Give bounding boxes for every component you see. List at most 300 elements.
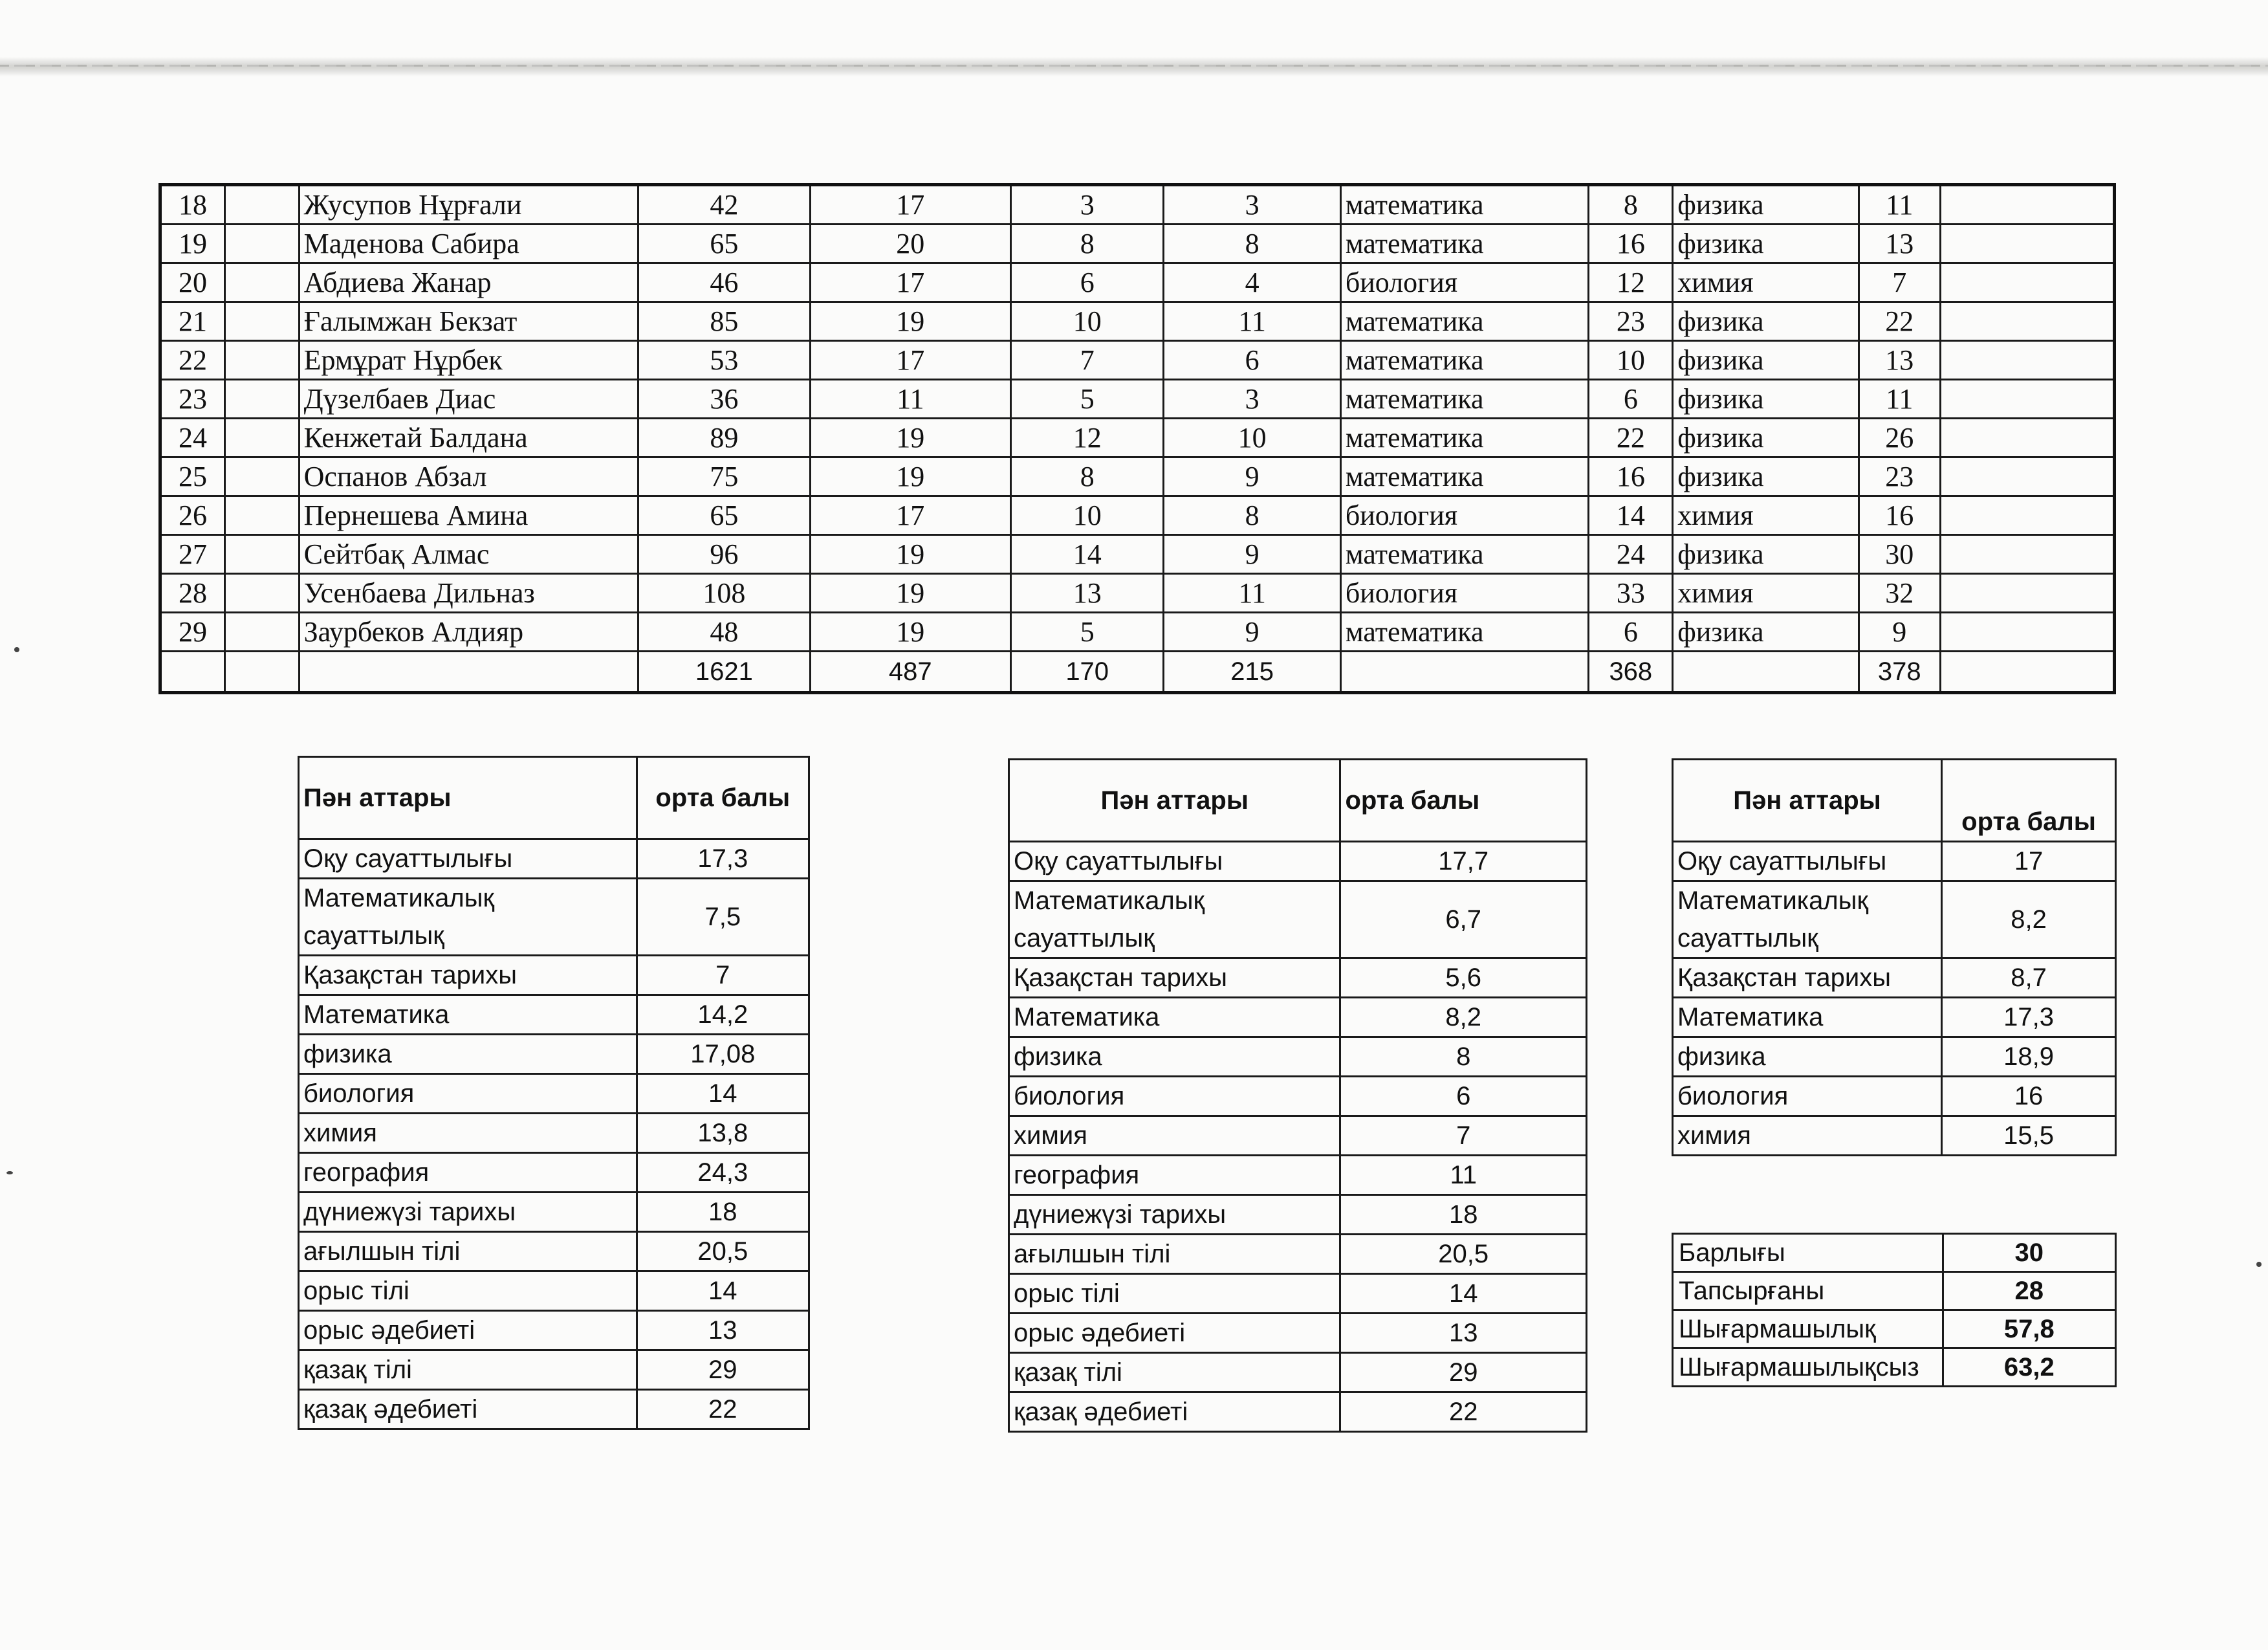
empty-cell	[1340, 652, 1589, 693]
empty-cell	[1940, 652, 2114, 693]
elective-1-sum: 368	[1589, 652, 1673, 693]
elective-score-1: 12	[1589, 263, 1673, 302]
totals-row	[160, 652, 2115, 693]
empty-cell	[1940, 613, 2114, 652]
elective-subject-1: математика	[1340, 185, 1589, 225]
subject-name: география	[299, 1153, 637, 1193]
col-1-sum: 487	[810, 652, 1010, 693]
subject-name: дүниежүзі тарихы	[1009, 1195, 1340, 1235]
score-col-1: 17	[810, 263, 1010, 302]
score-col-3: 9	[1164, 535, 1340, 574]
table-row	[1673, 1234, 2116, 1272]
row-number: 20	[160, 263, 225, 302]
score-col-1: 19	[810, 419, 1010, 457]
average-score: 20,5	[1340, 1235, 1587, 1274]
empty-cell	[1940, 419, 2114, 457]
elective-score-1: 10	[1589, 341, 1673, 380]
table-row	[1673, 958, 2116, 998]
score-col-2: 10	[1010, 302, 1164, 341]
elective-subject-1: математика	[1340, 613, 1589, 652]
elective-score-1: 16	[1589, 225, 1673, 263]
average-score: 8	[1340, 1037, 1587, 1077]
row-number: 26	[160, 496, 225, 535]
row-number: 29	[160, 613, 225, 652]
subject-name: Математикалық сауаттылық	[1009, 881, 1340, 958]
subject-name: ағылшын тілі	[1009, 1235, 1340, 1274]
summary-label: Шығармашылық	[1673, 1310, 1943, 1348]
table-row	[160, 574, 2115, 613]
student-name: Усенбаева Дильназ	[299, 574, 638, 613]
scan-speck	[6, 1171, 13, 1174]
table-row	[1673, 1116, 2116, 1156]
row-number: 19	[160, 225, 225, 263]
empty-cell	[1940, 263, 2114, 302]
total-score: 36	[638, 380, 811, 419]
elective-subject-2: физика	[1673, 341, 1859, 380]
table-row	[299, 1311, 809, 1350]
scan-artifact-band	[0, 57, 2268, 76]
total-score: 75	[638, 457, 811, 496]
summary-value: 57,8	[1943, 1310, 2115, 1348]
average-score: 16	[1942, 1077, 2116, 1116]
table-row	[299, 1232, 809, 1271]
table-row	[299, 1390, 809, 1429]
score-col-1: 17	[810, 341, 1010, 380]
row-number: 25	[160, 457, 225, 496]
table-row	[1009, 998, 1587, 1037]
subject-header: Пән аттары	[299, 757, 637, 839]
elective-score-2: 9	[1859, 613, 1940, 652]
table-row	[299, 995, 809, 1035]
subject-name: физика	[1009, 1037, 1340, 1077]
elective-subject-2: физика	[1673, 380, 1859, 419]
elective-score-1: 24	[1589, 535, 1673, 574]
score-col-3: 9	[1164, 457, 1340, 496]
empty-cell	[299, 652, 638, 693]
table-row	[1009, 1195, 1587, 1235]
score-header: орта балы	[637, 757, 809, 839]
score-col-1: 17	[810, 185, 1010, 225]
average-score: 18,9	[1942, 1037, 2116, 1077]
summary-value: 28	[1943, 1272, 2115, 1310]
row-number: 23	[160, 380, 225, 419]
subject-name: қазақ тілі	[1009, 1353, 1340, 1392]
average-score: 8,7	[1942, 958, 2116, 998]
average-score: 29	[1340, 1353, 1587, 1392]
table-row	[160, 225, 2115, 263]
table-row	[1673, 1348, 2116, 1387]
score-col-1: 19	[810, 613, 1010, 652]
subject-name: ағылшын тілі	[299, 1232, 637, 1271]
elective-subject-2: физика	[1673, 535, 1859, 574]
summary-label: Тапсырғаны	[1673, 1272, 1943, 1310]
score-col-1: 17	[810, 496, 1010, 535]
elective-subject-1: биология	[1340, 574, 1589, 613]
table-header-row	[299, 757, 809, 839]
elective-subject-1: математика	[1340, 225, 1589, 263]
elective-subject-2: физика	[1673, 419, 1859, 457]
subject-name: орыс әдебиеті	[299, 1311, 637, 1350]
subject-header: Пән аттары	[1009, 760, 1340, 842]
elective-subject-1: математика	[1340, 535, 1589, 574]
elective-subject-1: математика	[1340, 419, 1589, 457]
average-score: 13,8	[637, 1114, 809, 1153]
average-score: 5,6	[1340, 958, 1587, 998]
table-row	[160, 263, 2115, 302]
empty-cell	[224, 457, 299, 496]
elective-score-2: 22	[1859, 302, 1940, 341]
student-name: Маденова Сабира	[299, 225, 638, 263]
score-col-2: 10	[1010, 496, 1164, 535]
summary-value: 63,2	[1943, 1348, 2115, 1387]
empty-cell	[224, 185, 299, 225]
total-score: 53	[638, 341, 811, 380]
subject-name: химия	[299, 1114, 637, 1153]
empty-cell	[224, 380, 299, 419]
average-score: 29	[637, 1350, 809, 1390]
score-col-1: 11	[810, 380, 1010, 419]
empty-cell	[1940, 341, 2114, 380]
subject-name: география	[1009, 1156, 1340, 1195]
empty-cell	[224, 341, 299, 380]
summary-value: 30	[1943, 1234, 2115, 1272]
subject-name: қазақ әдебиеті	[1009, 1392, 1340, 1432]
total-score: 96	[638, 535, 811, 574]
subject-name: Оқу сауаттылығы	[1009, 842, 1340, 881]
subject-name: Математика	[1673, 998, 1942, 1037]
row-number: 28	[160, 574, 225, 613]
elective-subject-2: физика	[1673, 613, 1859, 652]
table-row	[299, 1074, 809, 1114]
subject-name: орыс тілі	[299, 1271, 637, 1311]
student-name: Оспанов Абзал	[299, 457, 638, 496]
student-name: Заурбеков Алдияр	[299, 613, 638, 652]
score-col-3: 8	[1164, 496, 1340, 535]
table-row	[160, 613, 2115, 652]
average-score: 24,3	[637, 1153, 809, 1193]
average-score: 13	[1340, 1314, 1587, 1353]
elective-score-1: 6	[1589, 613, 1673, 652]
scan-speck	[2256, 1262, 2262, 1267]
average-score: 15,5	[1942, 1116, 2116, 1156]
subject-name: химия	[1673, 1116, 1942, 1156]
empty-cell	[224, 574, 299, 613]
table-row	[1673, 1077, 2116, 1116]
student-name: Дүзелбаев Диас	[299, 380, 638, 419]
empty-cell	[1940, 380, 2114, 419]
empty-cell	[1940, 496, 2114, 535]
table-row	[1009, 1037, 1587, 1077]
elective-subject-2: физика	[1673, 457, 1859, 496]
score-col-1: 19	[810, 457, 1010, 496]
average-score: 14	[1340, 1274, 1587, 1314]
average-score: 17,3	[1942, 998, 2116, 1037]
table-row	[1009, 881, 1587, 958]
table-row	[1009, 842, 1587, 881]
row-number: 18	[160, 185, 225, 225]
elective-subject-2: физика	[1673, 185, 1859, 225]
average-score: 18	[1340, 1195, 1587, 1235]
table-header-row	[1009, 760, 1587, 842]
table-row	[1673, 1310, 2116, 1348]
total-score: 108	[638, 574, 811, 613]
total-score: 85	[638, 302, 811, 341]
average-score: 8,2	[1942, 881, 2116, 958]
row-number: 27	[160, 535, 225, 574]
score-col-2: 14	[1010, 535, 1164, 574]
elective-subject-2: химия	[1673, 574, 1859, 613]
student-results-table	[158, 183, 2116, 694]
elective-score-2: 11	[1859, 380, 1940, 419]
average-score: 17	[1942, 842, 2116, 881]
table-row	[299, 956, 809, 995]
table-row	[299, 1193, 809, 1232]
elective-score-1: 6	[1589, 380, 1673, 419]
subject-name: биология	[299, 1074, 637, 1114]
subject-name: химия	[1009, 1116, 1340, 1156]
elective-subject-1: математика	[1340, 302, 1589, 341]
average-score: 7	[637, 956, 809, 995]
score-header: орта балы	[1942, 760, 2116, 842]
score-col-3: 11	[1164, 302, 1340, 341]
elective-score-1: 22	[1589, 419, 1673, 457]
subject-name: Математика	[299, 995, 637, 1035]
student-name: Ермұрат Нұрбек	[299, 341, 638, 380]
score-col-2: 8	[1010, 225, 1164, 263]
elective-subject-1: математика	[1340, 457, 1589, 496]
table-row	[1009, 1116, 1587, 1156]
score-col-2: 12	[1010, 419, 1164, 457]
elective-score-1: 8	[1589, 185, 1673, 225]
score-col-2: 6	[1010, 263, 1164, 302]
student-name: Абдиева Жанар	[299, 263, 638, 302]
score-col-2: 13	[1010, 574, 1164, 613]
subject-name: дүниежүзі тарихы	[299, 1193, 637, 1232]
table-row	[160, 535, 2115, 574]
table-row	[299, 1350, 809, 1390]
score-col-3: 4	[1164, 263, 1340, 302]
student-name: Жусупов Нұрғали	[299, 185, 638, 225]
scan-speck	[14, 647, 19, 652]
table-row	[1009, 1274, 1587, 1314]
elective-score-2: 13	[1859, 341, 1940, 380]
table-row	[1673, 1037, 2116, 1077]
subject-name: қазақ әдебиеті	[299, 1390, 637, 1429]
empty-cell	[1940, 225, 2114, 263]
table-row	[160, 457, 2115, 496]
student-name: Пернешева Амина	[299, 496, 638, 535]
elective-subject-1: математика	[1340, 380, 1589, 419]
student-name: Ғалымжан Бекзат	[299, 302, 638, 341]
average-score: 13	[637, 1311, 809, 1350]
elective-score-1: 23	[1589, 302, 1673, 341]
subject-name: физика	[1673, 1037, 1942, 1077]
score-header: орта балы	[1340, 760, 1587, 842]
average-score: 14	[637, 1271, 809, 1311]
elective-score-2: 26	[1859, 419, 1940, 457]
summary-label: Шығармашылықсыз	[1673, 1348, 1943, 1387]
table-row	[1009, 958, 1587, 998]
table-row	[160, 185, 2115, 225]
empty-cell	[224, 225, 299, 263]
subject-name: Қазақстан тарихы	[299, 956, 637, 995]
table-row	[299, 1035, 809, 1074]
subject-name: Математикалық сауаттылық	[1673, 881, 1942, 958]
score-col-2: 5	[1010, 613, 1164, 652]
score-col-1: 19	[810, 535, 1010, 574]
average-score: 11	[1340, 1156, 1587, 1195]
row-number: 22	[160, 341, 225, 380]
subject-name: орыс тілі	[1009, 1274, 1340, 1314]
table-row	[1009, 1077, 1587, 1116]
col-2-sum: 170	[1010, 652, 1164, 693]
subject-name: орыс әдебиеті	[1009, 1314, 1340, 1353]
average-score: 8,2	[1340, 998, 1587, 1037]
table-row	[160, 302, 2115, 341]
average-score: 17,3	[637, 839, 809, 879]
total-sum: 1621	[638, 652, 811, 693]
empty-cell	[1673, 652, 1859, 693]
score-col-3: 10	[1164, 419, 1340, 457]
table-row	[160, 380, 2115, 419]
score-col-1: 20	[810, 225, 1010, 263]
total-score: 65	[638, 496, 811, 535]
subject-header: Пән аттары	[1673, 760, 1942, 842]
subject-name: Математика	[1009, 998, 1340, 1037]
table-row	[299, 1271, 809, 1311]
total-score: 89	[638, 419, 811, 457]
empty-cell	[224, 419, 299, 457]
subject-name: Оқу сауаттылығы	[299, 839, 637, 879]
score-col-3: 3	[1164, 185, 1340, 225]
score-col-1: 19	[810, 574, 1010, 613]
table-row	[1009, 1353, 1587, 1392]
elective-score-2: 13	[1859, 225, 1940, 263]
average-score: 7	[1340, 1116, 1587, 1156]
elective-score-2: 23	[1859, 457, 1940, 496]
table-row	[299, 1114, 809, 1153]
average-score: 22	[637, 1390, 809, 1429]
empty-cell	[224, 652, 299, 693]
empty-cell	[1940, 457, 2114, 496]
empty-cell	[224, 263, 299, 302]
average-score: 22	[1340, 1392, 1587, 1432]
elective-2-sum: 378	[1859, 652, 1940, 693]
average-score: 17,08	[637, 1035, 809, 1074]
subject-average-table-2	[1008, 758, 1587, 1433]
subject-name: Қазақстан тарихы	[1009, 958, 1340, 998]
row-number: 21	[160, 302, 225, 341]
average-score: 20,5	[637, 1232, 809, 1271]
table-row	[160, 341, 2115, 380]
elective-subject-2: химия	[1673, 496, 1859, 535]
elective-score-2: 30	[1859, 535, 1940, 574]
table-row	[299, 839, 809, 879]
subject-name: Қазақстан тарихы	[1673, 958, 1942, 998]
average-score: 18	[637, 1193, 809, 1232]
average-score: 6,7	[1340, 881, 1587, 958]
col-3-sum: 215	[1164, 652, 1340, 693]
table-row	[1009, 1156, 1587, 1195]
average-score: 7,5	[637, 879, 809, 956]
elective-score-2: 16	[1859, 496, 1940, 535]
score-col-3: 8	[1164, 225, 1340, 263]
elective-subject-2: физика	[1673, 225, 1859, 263]
subject-name: Математикалық сауаттылық	[299, 879, 637, 956]
elective-score-2: 11	[1859, 185, 1940, 225]
elective-score-1: 16	[1589, 457, 1673, 496]
table-row	[1673, 1272, 2116, 1310]
table-row	[1009, 1314, 1587, 1353]
elective-subject-1: математика	[1340, 341, 1589, 380]
elective-subject-2: химия	[1673, 263, 1859, 302]
table-header-row	[1673, 760, 2116, 842]
subject-average-table-1	[298, 756, 810, 1430]
empty-cell	[224, 496, 299, 535]
average-score: 6	[1340, 1077, 1587, 1116]
empty-cell	[224, 613, 299, 652]
empty-cell	[224, 302, 299, 341]
score-col-2: 7	[1010, 341, 1164, 380]
empty-cell	[160, 652, 225, 693]
score-col-2: 8	[1010, 457, 1164, 496]
elective-subject-1: биология	[1340, 263, 1589, 302]
table-row	[299, 879, 809, 956]
total-score: 42	[638, 185, 811, 225]
elective-subject-1: биология	[1340, 496, 1589, 535]
elective-score-2: 7	[1859, 263, 1940, 302]
score-col-3: 9	[1164, 613, 1340, 652]
average-score: 17,7	[1340, 842, 1587, 881]
average-score: 14,2	[637, 995, 809, 1035]
score-col-3: 3	[1164, 380, 1340, 419]
subject-name: биология	[1673, 1077, 1942, 1116]
score-col-3: 11	[1164, 574, 1340, 613]
elective-subject-2: физика	[1673, 302, 1859, 341]
empty-cell	[224, 535, 299, 574]
total-score: 46	[638, 263, 811, 302]
empty-cell	[1940, 535, 2114, 574]
table-row	[1673, 881, 2116, 958]
student-name: Кенжетай Балдана	[299, 419, 638, 457]
total-score: 48	[638, 613, 811, 652]
elective-score-2: 32	[1859, 574, 1940, 613]
summary-table	[1672, 1233, 2117, 1387]
row-number: 24	[160, 419, 225, 457]
empty-cell	[1940, 185, 2114, 225]
elective-score-1: 33	[1589, 574, 1673, 613]
score-col-1: 19	[810, 302, 1010, 341]
score-col-3: 6	[1164, 341, 1340, 380]
table-row	[1009, 1235, 1587, 1274]
subject-name: физика	[299, 1035, 637, 1074]
table-row	[299, 1153, 809, 1193]
total-score: 65	[638, 225, 811, 263]
summary-label: Барлығы	[1673, 1234, 1943, 1272]
score-col-2: 3	[1010, 185, 1164, 225]
elective-score-1: 14	[1589, 496, 1673, 535]
subject-name: қазақ тілі	[299, 1350, 637, 1390]
table-row	[1673, 842, 2116, 881]
student-name: Сейтбақ Алмас	[299, 535, 638, 574]
table-row	[160, 496, 2115, 535]
score-col-2: 5	[1010, 380, 1164, 419]
table-row	[1009, 1392, 1587, 1432]
table-row	[1673, 998, 2116, 1037]
subject-name: Оқу сауаттылығы	[1673, 842, 1942, 881]
empty-cell	[1940, 574, 2114, 613]
table-row	[160, 419, 2115, 457]
